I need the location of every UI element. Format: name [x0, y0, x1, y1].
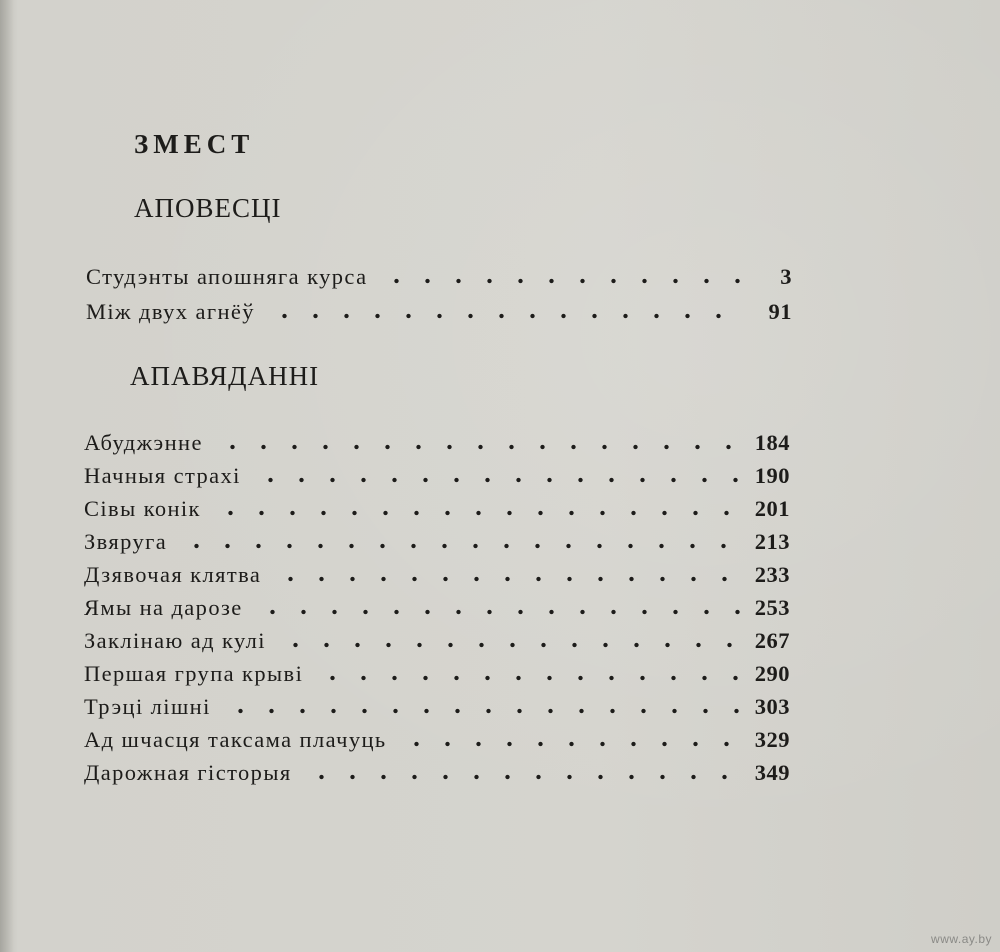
entry-title: Абуджэнне — [84, 430, 203, 455]
entry-title: Трэці лішні — [84, 694, 211, 719]
toc-entry — [84, 655, 790, 688]
toc-entry — [84, 688, 790, 721]
toc-entry — [84, 490, 790, 523]
dot-leader — [317, 674, 740, 682]
dot-leader — [257, 608, 740, 616]
toc-entry — [84, 721, 790, 754]
toc-entry — [86, 291, 792, 326]
entry-page-number: 267 — [754, 628, 790, 653]
dot-leader — [401, 740, 740, 748]
toc-entry — [84, 622, 790, 655]
entry-title: Сівы конік — [84, 496, 201, 521]
entry-page-number: 201 — [754, 496, 790, 521]
toc-entry — [84, 556, 790, 589]
entry-title: Студэнты апошняга курса — [86, 264, 368, 289]
entry-page-number: 253 — [754, 595, 790, 620]
section-heading-novellas: АПОВЕСЦІ — [134, 193, 282, 223]
entry-title: Заклінаю ад кулі — [84, 628, 266, 653]
entry-title: Начныя страхі — [84, 463, 241, 488]
entry-title: Першая група крыві — [84, 661, 304, 686]
entry-page-number: 184 — [754, 430, 790, 455]
dot-leader — [280, 641, 740, 649]
dot-leader — [306, 773, 740, 781]
dot-leader — [269, 312, 742, 320]
entry-title: Ямы на дарозе — [84, 595, 243, 620]
dot-leader — [381, 277, 742, 285]
entry-page-number: 213 — [754, 529, 790, 554]
entry-title: Ад шчасця таксама плачуць — [84, 727, 387, 752]
entry-page-number: 303 — [754, 694, 790, 719]
dot-leader — [255, 476, 740, 484]
toc-entry — [86, 256, 792, 291]
dot-leader — [181, 542, 740, 550]
entry-page-number: 329 — [754, 727, 790, 752]
toc-entry — [84, 754, 790, 787]
entry-title: Звяруга — [84, 529, 168, 554]
toc-entry — [84, 457, 790, 490]
dot-leader — [275, 575, 740, 583]
toc-title: ЗМЕСТ — [134, 129, 255, 159]
entry-title: Дарожная гісторыя — [84, 760, 292, 785]
toc-entry — [84, 589, 790, 622]
entry-title: Дзявочая клятва — [84, 562, 262, 587]
toc-entry — [84, 424, 790, 457]
entry-page-number: 190 — [754, 463, 790, 488]
entry-page-number: 91 — [768, 299, 792, 324]
dot-leader — [217, 443, 740, 451]
entry-page-number: 3 — [780, 264, 792, 289]
entry-page-number: 290 — [754, 661, 790, 686]
section-novellas-list — [86, 256, 792, 326]
entry-page-number: 349 — [754, 760, 790, 785]
dot-leader — [225, 707, 740, 715]
entry-title: Між двух агнёў — [86, 299, 255, 324]
section-stories-list — [84, 424, 790, 787]
dot-leader — [215, 509, 740, 517]
section-heading-stories: АПАВЯДАННІ — [130, 361, 320, 391]
toc-entry — [84, 523, 790, 556]
site-watermark: www.ay.by — [931, 932, 992, 946]
spine-shadow — [0, 0, 14, 952]
entry-page-number: 233 — [754, 562, 790, 587]
